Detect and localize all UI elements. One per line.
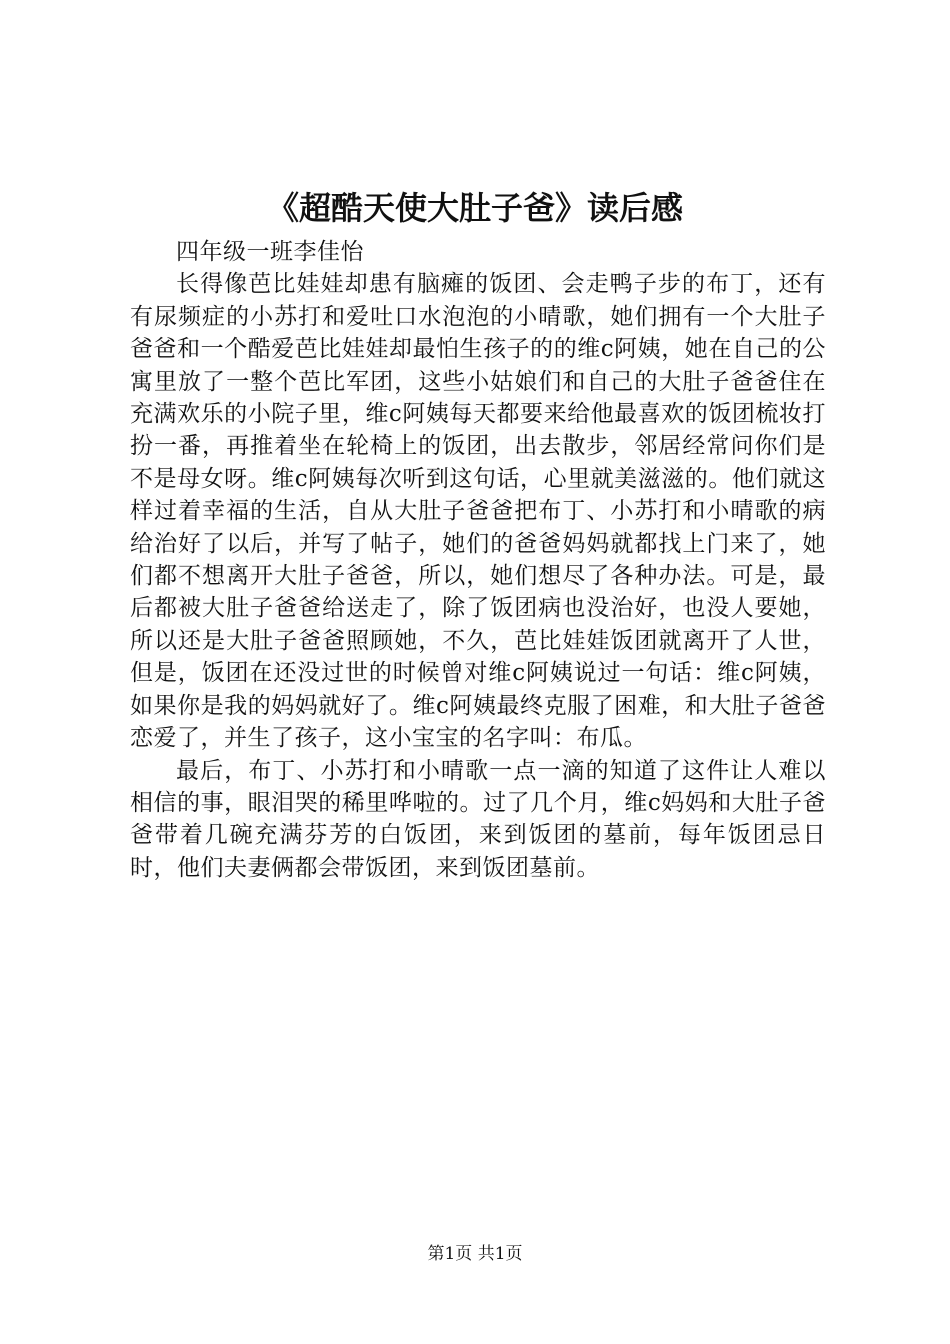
body-paragraph-1: 长得像芭比娃娃却患有脑瘫的饭团、会走鸭子步的布丁，还有有尿频症的小苏打和爱吐口水泡泡的小晴歌，她们拥有一个大肚子爸爸和一个酷爱芭比娃娃却最怕生孩子的的维c阿姨，她在自己的公寓里放了一整个芭比军团，这些小姑娘们和自己的大肚子爸爸住在充满欢乐的小院子里，维c阿姨每天都要来给他最喜欢的饭团梳妆打扮一番，再推着坐在轮椅上的饭团，出去散步，邻居经常问你们是不是母女呀。维c阿姨每次听到这句话，心里就美滋滋的。他们就这样过着幸福的生活，自从大肚子爸爸把布丁、小苏打和小晴歌的病给治好了以后，并写了帖子，她们的爸爸妈妈就都找上门来了，她们都不想离开大肚子爸爸，所以，她们想尽了各种办法。可是，最后都被大肚子爸爸给送走了，除了饭团病也没治好，也没人要她，所以还是大肚子爸爸照顾她，不久，芭比娃娃饭团就离开了人世，但是，饭团在还没过世的时候曾对维c阿姨说过一句话：维c阿姨，如果你是我的妈妈就好了。维c阿姨最终克服了困难，和大肚子爸爸恋爱了，并生了孩子，这小宝宝的名字叫：布瓜。 bbox=[130, 271, 826, 752]
page-footer: 第1页 共1页 bbox=[427, 1244, 523, 1264]
author-line: 四年级一班李佳怡 bbox=[176, 239, 364, 265]
body-paragraph-2: 最后，布丁、小苏打和小晴歌一点一滴的知道了这件让人难以相信的事，眼泪哭的稀里哗啦的。过了几个月，维c妈妈和大肚子爸爸带着几碗充满芬芳的白饭团，来到饭团的墓前，每年饭团忌日时，他们夫妻俩都会带饭团，来到饭团墓前。 bbox=[130, 757, 826, 881]
document-body bbox=[130, 236, 826, 884]
document-title: 《超酷天使大肚子爸》读后感 bbox=[266, 189, 683, 227]
